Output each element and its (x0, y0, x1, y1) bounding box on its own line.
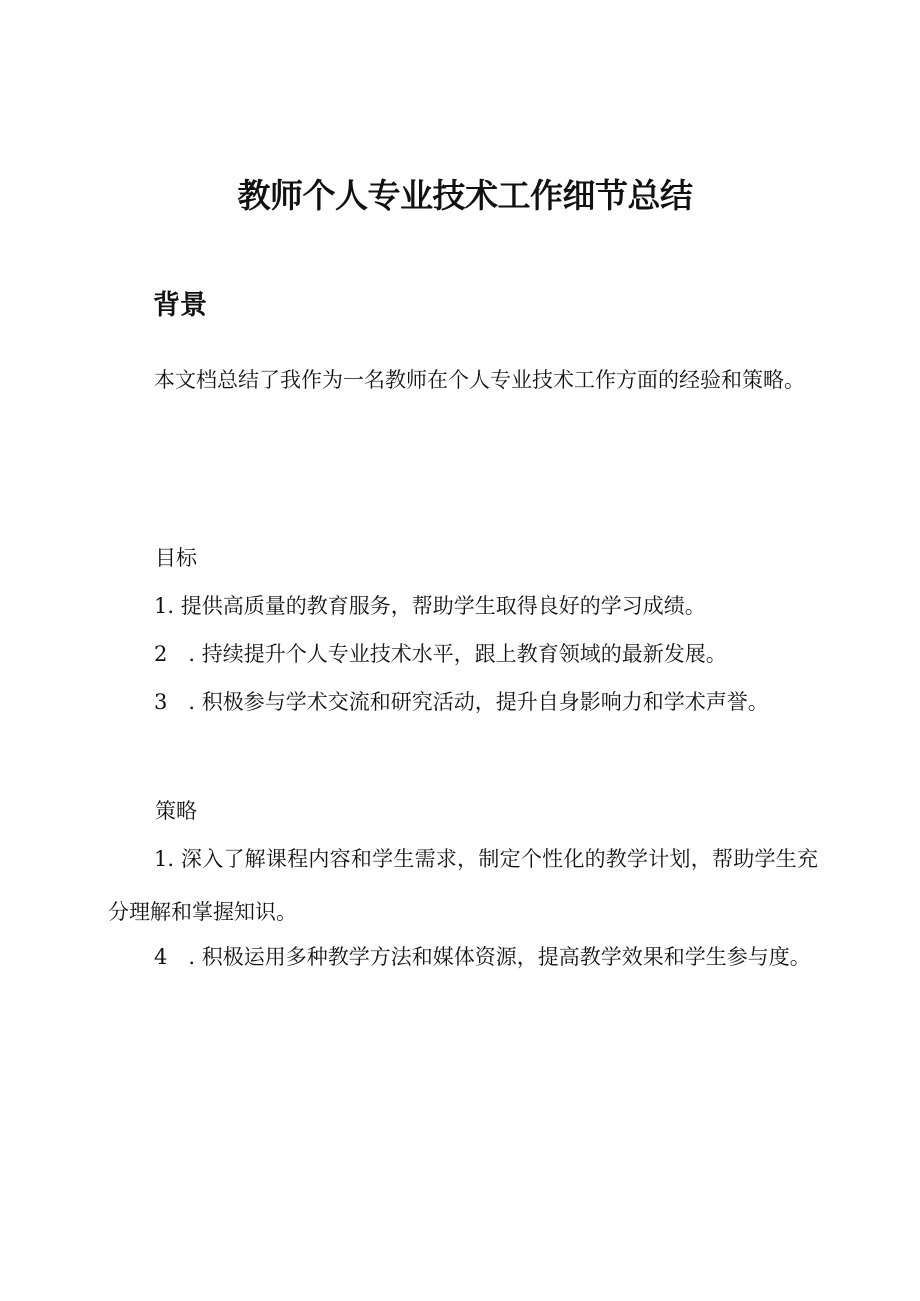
background-heading: 背景 (153, 290, 207, 321)
strategy-item-2: 4 . 积极运用多种教学方法和媒体资源，提高教学效果和学生参与度。 (154, 945, 811, 969)
background-paragraph: 本文档总结了我作为一名教师在个人专业技术工作方面的经验和策略。 (154, 368, 805, 392)
goal-item-3: 3 . 积极参与学术交流和研究活动，提升自身影响力和学术声誉。 (154, 690, 769, 714)
document-title: 教师个人专业技术工作细节总结 (237, 176, 693, 215)
goals-label: 目标 (155, 546, 197, 570)
goal-item-1: 1. 提供高质量的教育服务，帮助学生取得良好的学习成绩。 (154, 594, 706, 618)
strategies-label: 策略 (155, 799, 197, 823)
goal-item-2: 2 . 持续提升个人专业技术水平，跟上教育领域的最新发展。 (154, 642, 727, 666)
strategy-item-1: 1. 深入了解课程内容和学生需求，制定个性化的教学计划，帮助学生充分理解和掌握知识。 (108, 847, 818, 924)
